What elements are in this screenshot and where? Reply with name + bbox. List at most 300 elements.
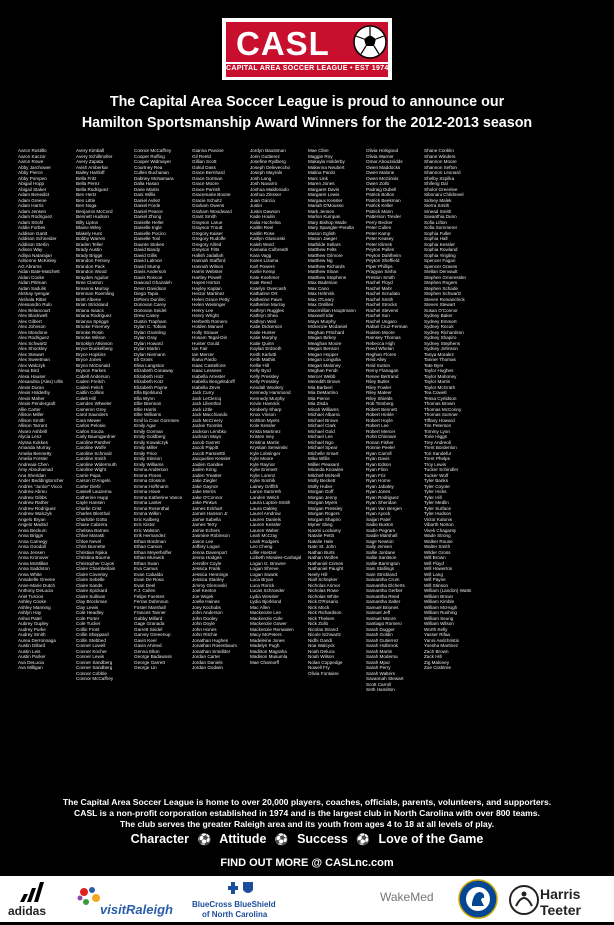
- winner-name: Rob Tomberg: [366, 401, 394, 406]
- winner-name: Bryce Jones: [76, 357, 102, 362]
- winner-name: Rohit Chinnam: [366, 434, 397, 439]
- winner-name: Eric Walston: [134, 527, 160, 533]
- harris-teeter-logo: [506, 880, 612, 920]
- winner-name: William Kimble: [424, 599, 455, 604]
- winner-name: Gavin Keel: [134, 637, 157, 643]
- winner-name: Owen Malone: [366, 170, 395, 175]
- winner-name: Niall Schepker: [308, 577, 338, 582]
- winner-name: Ethan Bordman: [134, 538, 166, 544]
- winner-name: Jessica Frank: [192, 566, 221, 571]
- winner-name: Alycia Lenz: [18, 434, 42, 439]
- winner-name: Kendall Woolery: [250, 384, 284, 390]
- winner-name: Emily Goldberg: [134, 434, 166, 439]
- winner-name: Taylor McGrath: [424, 384, 456, 390]
- winner-name: Ethan Murwick: [134, 555, 165, 560]
- winner-name: Kara Vagg: [250, 252, 272, 258]
- winner-name: Avish Amberkar: [76, 164, 109, 170]
- winner-name: Peter Klimek: [366, 241, 393, 247]
- winner-name: Lauren Daniels: [250, 516, 281, 522]
- winner-name: Charlie Crist: [76, 505, 102, 511]
- winner-name: Stephen Schwartz: [424, 291, 462, 296]
- winner-name: Alexandria (Alex) Ullis: [18, 379, 63, 384]
- winner-name: Taylor Hughes: [424, 368, 454, 373]
- winner-name: Zig Maloney: [424, 659, 450, 665]
- winner-name: Abigail Hopp: [18, 181, 45, 186]
- winner-name: Alexa Hauser: [18, 373, 46, 379]
- winner-name: Logan Shreve: [250, 566, 279, 571]
- winner-name: Sydney Johnson: [424, 346, 458, 351]
- winner-name: Madison Musumla: [250, 654, 288, 659]
- values-row: [0, 832, 614, 846]
- winner-name: Angelo Bryan: [18, 516, 46, 522]
- winner-name: Jaiden Gandee: [192, 461, 224, 467]
- winner-name: Reghan Flores: [366, 351, 397, 357]
- winner-name: Amy Abouhamad: [18, 467, 53, 472]
- winner-name: Will Floyd: [424, 560, 444, 566]
- winner-name: Steven Romanchick: [424, 296, 465, 302]
- winner-name: Jacqueline Kessler: [192, 456, 231, 461]
- winner-name: Emily Agur: [134, 423, 156, 428]
- winner-name: Elizabeth Payne: [134, 384, 168, 390]
- winner-name: Madison Magraha: [250, 648, 287, 654]
- winner-name: Bailey Hartloff: [76, 170, 105, 175]
- winner-name: Grayson Larue: [192, 219, 223, 225]
- winner-name: Garrett Seidel: [134, 626, 163, 632]
- winner-name: Thomas Brown: [424, 401, 455, 406]
- winner-name: Raiden Moore: [366, 329, 395, 335]
- winner-name: Megan Hopper: [308, 351, 339, 357]
- adidas-wordmark: adidas: [8, 904, 47, 918]
- winner-name: Ferras Dahmoun: [134, 599, 169, 604]
- winner-name: Alvaro Ashbrill: [18, 428, 48, 434]
- winner-name: Avery Schillmoller: [76, 153, 113, 159]
- winner-name: Patrick Keller: [366, 203, 394, 208]
- winner-name: Braden Teller: [76, 241, 103, 247]
- winner-name: Taylor Mahoney: [424, 373, 457, 379]
- winner-name: Emma Anderson: [134, 467, 168, 472]
- winner-name: Lydia Wessler: [250, 593, 279, 599]
- winner-name: Claire Spickard: [76, 588, 108, 593]
- winner-name: Myner Stieg: [308, 522, 333, 527]
- winner-name: Michael Spear: [308, 445, 338, 450]
- winner-name: Nicholas Rowe: [308, 588, 339, 593]
- winner-name: Audrey Smith: [18, 632, 46, 637]
- winner-name: Tyler Surface: [424, 505, 452, 511]
- winner-name: Alex Mondone: [18, 329, 48, 335]
- winner-name: William Brown: [424, 593, 454, 599]
- winner-name: Trent Phelps: [424, 456, 450, 461]
- winner-name: Elisa Langston: [134, 362, 165, 368]
- winner-name: Hunter Gould: [192, 340, 220, 346]
- winner-name: Jimmy Glenovski: [192, 582, 227, 588]
- winner-name: James Terry: [192, 522, 217, 527]
- winner-name: Aurea Derronnaga: [18, 637, 56, 643]
- winner-name: Rachel Mahr: [366, 285, 393, 291]
- winner-name: Connor McCaffrey: [134, 148, 172, 153]
- winner-name: Trent Bordenlon: [424, 445, 457, 450]
- winner-name: Diego Tapia: [134, 291, 159, 296]
- winner-name: Ryan Ayock: [366, 511, 391, 516]
- headline-line-2: Hamilton Sportsmanship Award Winners for the 2012-2013 season: [81, 115, 533, 131]
- winner-name: Yasser Rifaa: [424, 632, 450, 637]
- winner-name: Claire Coventry: [76, 571, 108, 577]
- winner-name: Tyler Coyote: [424, 483, 450, 489]
- winner-name: Claire Chamberlain: [76, 566, 116, 571]
- winner-name: Ben Little: [76, 197, 96, 203]
- winner-name: Greyson Fitts: [192, 247, 220, 252]
- winner-name: Genna Elton: [134, 648, 160, 654]
- winner-name: Danielle Heller: [134, 219, 164, 225]
- winner-name: Sofia Lifton: [424, 219, 447, 225]
- logo-tagline-band: [226, 64, 388, 77]
- winner-name: Kyle Raynor: [250, 461, 276, 467]
- winner-name: Ella Wynn: [134, 395, 155, 401]
- winner-name: Austin Dillard: [18, 643, 46, 648]
- winner-name: Will Stinson: [424, 582, 448, 588]
- winner-name: Kennedy Hammond: [250, 390, 291, 395]
- winner-name: Mason Eglish: [308, 230, 336, 236]
- winner-name: Cassell Lauzerna: [76, 489, 112, 494]
- winner-name: William Seung: [424, 615, 454, 621]
- winner-name: Laura Oakley: [250, 505, 278, 511]
- winner-name: Elizabeth Hotz: [134, 373, 164, 379]
- winner-name: Mary Spangler-Peralta: [308, 225, 354, 230]
- winner-name: Kaitlin Reel: [250, 225, 274, 230]
- winner-name: Ryan Horne: [366, 478, 391, 483]
- winner-name: Stephen Gmeressler: [424, 274, 467, 280]
- winner-name: Patterson Trexler: [366, 214, 401, 219]
- winner-name: Aidan Cooke: [18, 274, 45, 280]
- winner-name: Austin Leis: [18, 648, 41, 654]
- winner-name: Tyler Hill: [424, 494, 442, 500]
- winner-name: Tanya Moralez: [424, 351, 454, 357]
- winner-name: Kelly Byrd: [250, 368, 271, 373]
- winner-name: Billy Lipton: [76, 219, 99, 225]
- winner-name: Mark Jensen: [308, 208, 335, 214]
- winner-name: Jack Macchiando: [192, 412, 228, 417]
- winner-name: Kevin Hamrick: [250, 401, 280, 406]
- winner-name: Stellan Denvault: [424, 269, 458, 274]
- about-line-3: The club serves the greater Raleigh area and its youth from ages 4 to 18 at all levels of play.: [119, 819, 495, 829]
- winner-name: Claire Sebelle: [76, 577, 105, 582]
- winner-name: Brooke Rosin: [76, 329, 104, 335]
- winner-name: Alex Belancourt: [18, 307, 51, 313]
- winner-name: Ella Bjorklund: [134, 390, 163, 395]
- winner-name: Morgan Rogers: [308, 511, 340, 516]
- winner-name: Dylan Gramling: [134, 329, 166, 335]
- winner-name: Jamie Echers: [192, 527, 220, 533]
- wakemed-logo: WakeMed: [380, 890, 434, 904]
- winner-name: Riley Fowler: [366, 384, 392, 390]
- winner-name: Joshua Maldonado: [250, 186, 289, 192]
- winner-name: Anna Jensen: [18, 549, 45, 555]
- winner-name: Davis Roscoe: [134, 274, 163, 280]
- winner-name: Kade Houlin: [250, 214, 276, 219]
- winner-name: William (Landon) Watts: [424, 588, 472, 593]
- winner-name: Justin: [250, 203, 263, 208]
- winner-name: Tyler Banks: [424, 478, 448, 483]
- winner-name: Ryan Davis: [366, 456, 390, 461]
- winner-name: Brennan Roemling: [76, 291, 115, 296]
- visit-raleigh-wordmark: visitRaleigh: [100, 902, 173, 917]
- winner-name: Abby Pompeo: [18, 175, 47, 181]
- winner-name: Caroline Widermuth: [76, 461, 117, 467]
- winner-name: Kimberly Sharp: [250, 406, 282, 412]
- winner-name: Leo Cheng: [250, 544, 273, 549]
- winner-name: Alex Rodriguez: [18, 335, 50, 340]
- winner-name: Sophia Fuller: [424, 230, 452, 236]
- winner-name: Justin Dawson: [250, 208, 280, 214]
- winner-name: Caroline Smith: [76, 456, 107, 461]
- winner-name: Rachel Stevens: [366, 307, 399, 313]
- winner-name: Erik Hernandez: [134, 533, 166, 538]
- winner-name: Jennifer Coyle: [192, 560, 222, 566]
- winner-name: Nick Mock: [308, 604, 330, 610]
- winner-name: Max Badenian: [308, 280, 338, 285]
- winner-name: Sophia Hall: [424, 236, 448, 241]
- winner-name: Morgan Goff: [308, 489, 334, 494]
- winner-name: Leah Rodgers: [250, 538, 279, 544]
- value-attitude: Attitude: [219, 832, 267, 846]
- winner-name: Riley Mateer: [366, 390, 392, 395]
- winner-name: Brady Austin: [76, 247, 102, 252]
- winner-name: Kaylan Erdooth: [250, 346, 282, 351]
- winner-name: Noa Walcyck: [308, 643, 335, 648]
- winner-name: Jake Pinkus: [192, 500, 217, 505]
- winner-name: Addison Sterlin: [18, 241, 49, 247]
- winner-name: Michael Brown: [308, 417, 339, 423]
- winner-name: Seth Hamilton: [366, 687, 395, 692]
- winner-name: Cole Tucker: [76, 621, 101, 626]
- winner-name: William Rushing: [424, 610, 457, 615]
- winner-name: Gregory Kaiser: [192, 230, 223, 236]
- winner-name: Ryan Jabaley: [366, 483, 394, 489]
- winner-name: Briana Isaacs: [76, 307, 104, 313]
- winner-name: Robert Hinkle: [366, 412, 394, 417]
- winner-name: Carly Baumgardner: [76, 434, 116, 439]
- winner-name: Jaden Treatter: [192, 472, 222, 478]
- winner-name: Jordan Daniels: [192, 659, 223, 665]
- winner-name: John Doyle: [192, 621, 215, 626]
- winner-name: Alex Sweetman: [18, 357, 50, 362]
- winner-name: Herbertb Romero: [192, 318, 228, 324]
- winner-name: Joshua Zinsser: [250, 192, 282, 197]
- winner-name: Sarah Gutierrez: [366, 637, 399, 643]
- winner-name: Wade Strong: [424, 533, 451, 538]
- winner-name: Max O'Leary: [308, 296, 334, 302]
- winner-name: Joe Wujek: [192, 593, 214, 599]
- winner-name: Megan Longolia: [308, 357, 341, 362]
- winner-name: Thomas Sumner: [424, 412, 458, 417]
- winner-name: Sidney Malek: [424, 197, 452, 203]
- winner-name: Adam Jensen: [18, 208, 47, 214]
- winner-name: Owen McGinnis: [366, 175, 399, 181]
- winner-name: Keith Mathis: [250, 357, 276, 362]
- winner-name: Katherine Murray: [250, 302, 286, 307]
- winner-name: Brian Strickland: [76, 302, 109, 307]
- winner-name: Joel Keeton: [192, 588, 217, 593]
- winner-name: Vivek Chaganty: [424, 527, 457, 533]
- winner-name: Joelle Haines: [192, 599, 220, 604]
- winner-name: Emma Katherine Vance: [134, 494, 183, 500]
- winner-name: Zach Brown: [424, 648, 449, 654]
- winner-name: Noah Wilson: [308, 654, 335, 659]
- winner-name: Adam Rodriguez: [18, 214, 53, 219]
- winner-name: Maxwell Idar: [308, 313, 334, 318]
- winner-name: Joey Kochubs: [192, 604, 221, 610]
- winner-name: Jack Little: [192, 406, 213, 412]
- winner-name: Rachel Sun: [366, 313, 390, 318]
- winner-name: Sydney Shapiro: [424, 335, 457, 340]
- name-column: [134, 148, 192, 798]
- winner-name: Cole Headley: [76, 610, 104, 615]
- winner-name: Hartley Powell: [192, 274, 222, 280]
- winner-name: Samantha Elcherts: [366, 582, 405, 588]
- winner-name: Mathilde Sellars: [308, 241, 341, 247]
- winner-name: Jake Morris: [192, 489, 216, 494]
- winner-name: Mac Allen: [250, 604, 270, 610]
- winner-name: Ryan Jones: [366, 489, 391, 494]
- winner-name: Brayden Aguilar: [76, 274, 109, 280]
- winner-name: Tanner Thomas: [424, 357, 456, 362]
- winner-name: Stephen Schade: [424, 285, 458, 291]
- winner-name: Nicole Schwartz: [308, 632, 341, 637]
- winner-name: Isabella Zevin: [192, 384, 221, 390]
- soccer-ball-icon: ⚽: [356, 834, 370, 846]
- winner-name: Peter Cullen: [366, 225, 392, 230]
- winner-name: Sam Strickland: [366, 571, 397, 577]
- winner-name: Breanna Murray: [76, 285, 109, 291]
- about-line-2: CASL is a non-profit corporation established in 1974 and is the largest club in North Carolina with over 800 teams.: [74, 808, 540, 818]
- winner-name: Sam Stallings: [366, 566, 395, 571]
- winner-name: Nick Richardson: [308, 610, 342, 615]
- winner-name: Henry Wright: [192, 313, 219, 318]
- winner-name: Kylie Emmert: [250, 467, 278, 472]
- winner-name: Tommy Lyon: [424, 428, 450, 434]
- winner-name: Emil la Cour Gormsen: [134, 417, 180, 423]
- winner-name: Riley Butler: [366, 379, 390, 384]
- winner-name: Andres "Junior" Vicco: [18, 483, 63, 489]
- winner-name: Conner Kocher: [76, 648, 107, 654]
- winner-name: Dustin Trapham: [134, 318, 167, 324]
- winner-name: Chase Cabrera: [76, 522, 108, 527]
- find-out-more-link[interactable]: FIND OUT MORE @ CASLnc.com: [220, 857, 394, 869]
- winner-name: Collin Stebbed: [76, 637, 106, 643]
- winner-name: Jack Curry: [192, 390, 214, 395]
- winner-name: Caden Freitch: [76, 379, 105, 384]
- winner-name: Omar Abouzeidds: [366, 159, 403, 164]
- winner-name: Alex Johnson: [18, 324, 46, 329]
- winner-name: Dane Martin: [134, 186, 160, 192]
- winner-name: Samuel Moore: [366, 615, 396, 621]
- visit-raleigh-logo: [72, 880, 182, 920]
- winner-name: Sadie Buxton: [366, 522, 394, 527]
- winner-name: Hafish Jadallah: [192, 252, 224, 258]
- winner-name: Matthew Sloan: [308, 269, 339, 274]
- winner-name: Natalie Pettit: [308, 533, 335, 538]
- name-column: [424, 148, 482, 798]
- winner-name: Mariah D'Mousso: [308, 203, 344, 208]
- value-success: Success: [297, 832, 348, 846]
- winner-name: Collin Frost: [76, 626, 100, 632]
- winner-name: Jackie Toombs: [192, 423, 223, 428]
- winner-name: Holly Strauer: [192, 329, 219, 335]
- winner-name: Josefine Rydberg: [250, 159, 286, 164]
- winner-name: Nathan Wolfes: [308, 555, 339, 560]
- winner-name: Graham Owens: [192, 203, 225, 208]
- winner-name: Abby Jarchower: [18, 164, 51, 170]
- winner-name: Robert Hoyle: [366, 417, 393, 423]
- winner-name: Kaitlin Rose: [250, 230, 275, 236]
- winner-name: Gracemarie Boone: [192, 192, 231, 197]
- winner-name: Worth Kelly: [424, 626, 448, 632]
- winner-name: Katie Hunter: [250, 329, 276, 335]
- winner-name: Hannah Stafford: [192, 258, 226, 263]
- winner-name: Perry Becker: [366, 219, 393, 225]
- winner-name: Jake Gaynor: [192, 483, 219, 489]
- winner-name: Katherine Fawn: [250, 296, 283, 302]
- winner-name: Daniel Zhong: [134, 214, 162, 219]
- winner-name: Foster Marshall: [134, 604, 166, 610]
- winner-name: Kathryn Shea: [250, 313, 278, 318]
- winner-name: Benjamin McCord: [76, 208, 113, 214]
- swoosh-figure-icon: [508, 884, 540, 916]
- winner-name: Karl Powers: [250, 263, 275, 269]
- winner-name: Brynn McDonald: [76, 362, 110, 368]
- winner-name: Emily Price: [134, 450, 157, 456]
- winner-name: Alexis Pendergraft: [18, 401, 56, 406]
- winner-name: John Hones: [192, 626, 217, 632]
- winner-name: Angelo Madrid: [18, 522, 48, 527]
- winner-name: Jacob Garrett: [192, 439, 220, 445]
- winner-name: Kohlton Myers: [250, 417, 280, 423]
- name-column: [76, 148, 134, 798]
- winner-name: Rachel Ungaro: [366, 318, 397, 324]
- winner-name: Shannon Moore: [424, 159, 457, 164]
- winner-name: Robert Bennett: [366, 406, 397, 412]
- winner-name: Andrew Rather: [18, 500, 49, 505]
- winner-name: Mitchell McNeill: [308, 472, 340, 478]
- winner-name: Addison Gantt: [18, 230, 48, 236]
- winner-name: Matthew Stephens: [308, 274, 347, 280]
- winner-name: Bella Perez: [76, 181, 100, 186]
- winner-name: Millier Pleasant: [308, 461, 340, 467]
- winner-name: Dani Willis: [134, 192, 156, 197]
- winner-name: Meghan Fendt: [308, 368, 338, 373]
- winner-name: Audrey Purke: [18, 626, 46, 632]
- winner-name: Helen Grace Petty: [192, 296, 230, 302]
- winner-name: Sofia Sommerer: [424, 225, 458, 230]
- winner-name: George Garrett: [134, 659, 165, 665]
- winner-name: Bennett Hudson: [76, 214, 109, 219]
- winner-name: Emma Rosenthal: [134, 505, 170, 511]
- winner-name: Isaac Castellons: [192, 362, 226, 368]
- winner-name: Claire Sullivan: [76, 593, 106, 599]
- winner-name: Nick D'Rosario: [308, 599, 339, 604]
- winner-name: Mia Barbieri: [308, 384, 333, 390]
- bcbs-line-1: BlueCross BlueShield: [192, 900, 276, 909]
- winner-name: Kyle Moore: [250, 456, 274, 461]
- winner-name: Dylan Niemann: [134, 351, 166, 357]
- winner-name: Madelyn Pugh: [250, 643, 280, 648]
- winner-name: Kalia Huchelsa: [250, 219, 281, 225]
- winner-name: Troy Lewis: [424, 461, 447, 467]
- winner-name: Kyle Lobsinger: [250, 450, 281, 456]
- winner-name: Gavin Ahmed: [134, 643, 162, 648]
- winner-name: Samuel Jeff: [366, 610, 391, 615]
- winner-name: Makayla Holderby: [308, 159, 345, 164]
- winner-name: Anthony DeLucia: [18, 588, 53, 593]
